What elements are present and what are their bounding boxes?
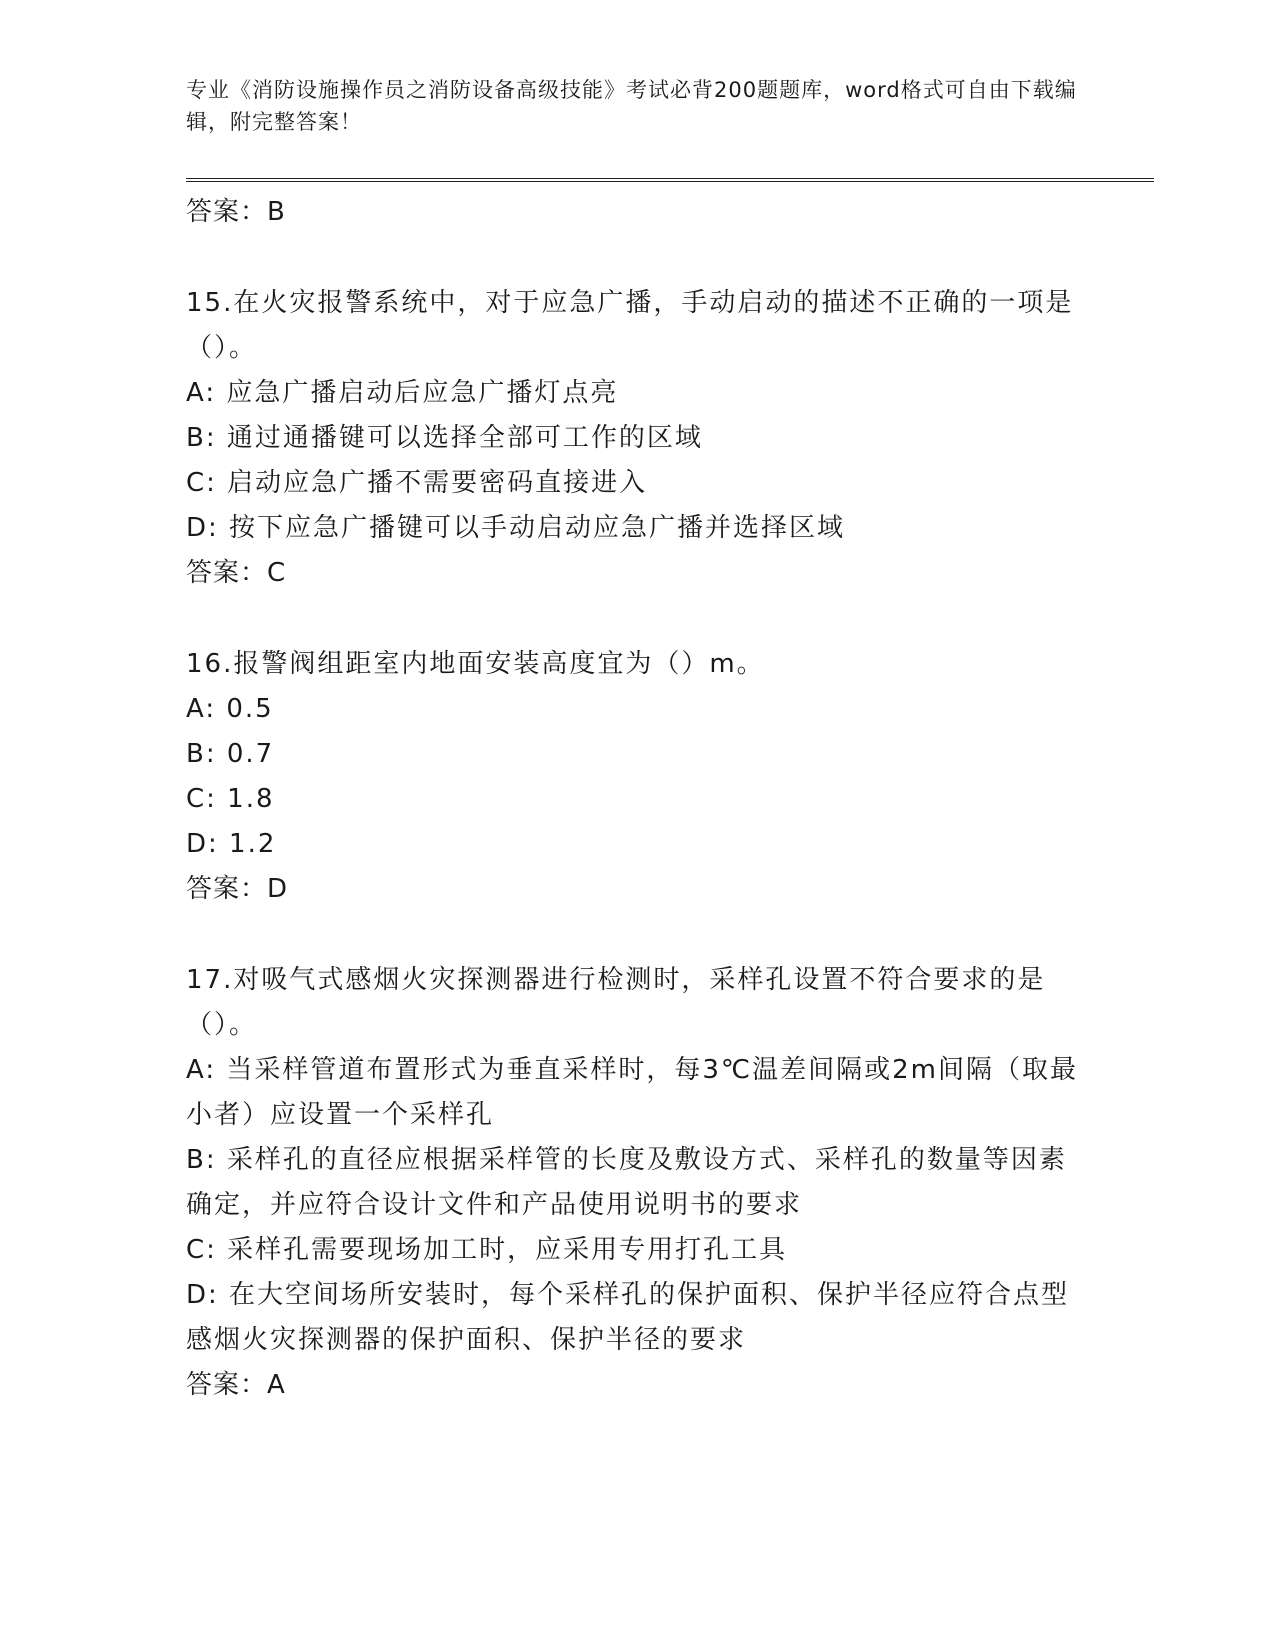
question-17 [186,958,1086,1407]
question-stem: 15.在火灾报警系统中，对于应急广播，手动启动的描述不正确的一项是（）。 [186,288,1074,363]
spacer [186,234,1086,281]
option-d: D: 在大空间场所安装时，每个采样孔的保护面积、保护半径应符合点型感烟火灾探测器的保护面积、保护半径的要求 [186,1280,1070,1355]
answer: 答案：A [186,1370,286,1400]
page-header [186,74,1086,138]
question-stem: 16.报警阀组距室内地面安装高度宜为（）m。 [186,649,765,679]
header-divider [186,178,1154,182]
option-a: A: 0.5 [186,694,274,724]
option-c: C: 1.8 [186,784,275,814]
question-15 [186,281,1086,595]
spacer [186,911,1086,958]
option-b: B: 0.7 [186,739,275,769]
previous-answer: 答案：B [186,197,286,227]
option-b: B: 通过通播键可以选择全部可工作的区域 [186,423,703,453]
question-stem: 17.对吸气式感烟火灾探测器进行检测时，采样孔设置不符合要求的是（）。 [186,965,1046,1040]
answer: 答案：C [186,558,287,588]
header-text: 专业《消防设施操作员之消防设备高级技能》考试必背200题题库，word格式可自由下载编辑，附完整答案！ [186,78,1077,134]
option-d: D: 1.2 [186,829,277,859]
option-a: A: 当采样管道布置形式为垂直采样时，每3℃温差间隔或2m间隔（取最小者）应设置一个采样孔 [186,1055,1078,1130]
option-c: C: 启动应急广播不需要密码直接进入 [186,468,648,498]
question-16 [186,642,1086,911]
spacer [186,595,1086,642]
option-d: D: 按下应急广播键可以手动启动应急广播并选择区域 [186,513,846,543]
option-a: A: 应急广播启动后应急广播灯点亮 [186,378,619,408]
option-b: B: 采样孔的直径应根据采样管的长度及敷设方式、采样孔的数量等因素确定，并应符合设计文件和产品使用说明书的要求 [186,1145,1067,1220]
option-c: C: 采样孔需要现场加工时，应采用专用打孔工具 [186,1235,788,1265]
document-body [186,188,1086,1407]
answer: 答案：D [186,874,289,904]
